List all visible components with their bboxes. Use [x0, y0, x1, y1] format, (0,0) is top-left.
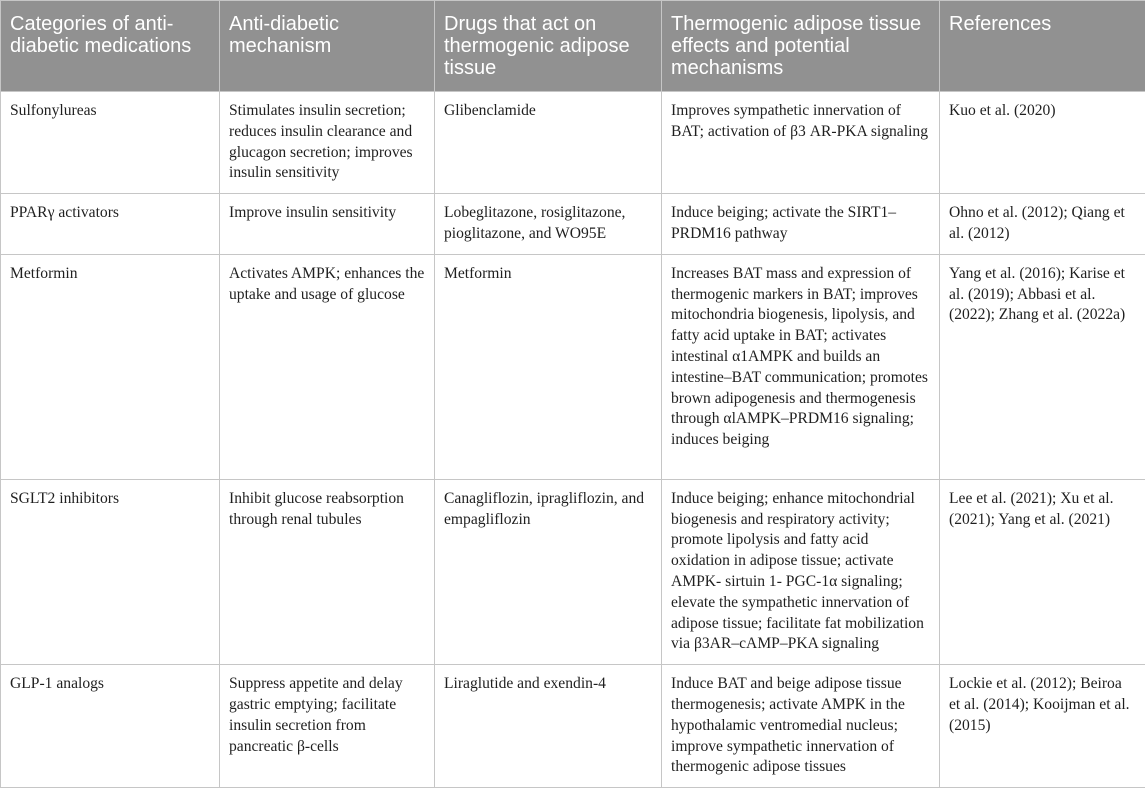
cell-category: Sulfonylureas	[1, 92, 220, 194]
cell-references: Kuo et al. (2020)	[940, 92, 1145, 194]
cell-references: Lockie et al. (2012); Beiroa et al. (2014); Kooijman et al. (2015)	[940, 665, 1145, 788]
header-references: References	[940, 1, 1145, 92]
header-mechanism: Anti-diabetic mechanism	[220, 1, 435, 92]
table-row	[1, 665, 1145, 788]
cell-category: Metformin	[1, 254, 220, 479]
cell-drugs: Canagliflozin, ipragliflozin, and empagliflozin	[435, 479, 662, 664]
cell-mechanism: Improve insulin sensitivity	[220, 194, 435, 255]
table-row	[1, 194, 1145, 255]
cell-mechanism: Suppress appetite and delay gastric emptying; facilitate insulin secretion from pancreatic β-cells	[220, 665, 435, 788]
cell-references: Lee et al. (2021); Xu et al. (2021); Yang et al. (2021)	[940, 479, 1145, 664]
table-row	[1, 254, 1145, 479]
table-row	[1, 92, 1145, 194]
cell-effects: Induce BAT and beige adipose tissue thermogenesis; activate AMPK in the hypothalamic ventromedial nucleus; improve sympathetic innervation of thermogenic adipose tissues	[662, 665, 940, 788]
cell-drugs: Glibenclamide	[435, 92, 662, 194]
cell-drugs: Lobeglitazone, rosiglitazone, pioglitazone, and WO95E	[435, 194, 662, 255]
header-effects: Thermogenic adipose tissue effects and potential mechanisms	[662, 1, 940, 92]
cell-mechanism: Activates AMPK; enhances the uptake and usage of glucose	[220, 254, 435, 479]
cell-category: GLP-1 analogs	[1, 665, 220, 788]
cell-effects: Improves sympathetic innervation of BAT; activation of β3 AR-PKA signaling	[662, 92, 940, 194]
cell-effects: Induce beiging; activate the SIRT1–PRDM16 pathway	[662, 194, 940, 255]
cell-drugs: Metformin	[435, 254, 662, 479]
cell-category: SGLT2 inhibitors	[1, 479, 220, 664]
cell-mechanism: Inhibit glucose reabsorption through renal tubules	[220, 479, 435, 664]
cell-effects: Increases BAT mass and expression of thermogenic markers in BAT; improves mitochondria biogenesis, lipolysis, and fatty acid uptake in BAT; activates intestinal α1AMPK and builds an intestine–BAT communication; promotes brown adipogenesis and thermogenesis through αlAMPK–PRDM16 signaling; induces beiging	[662, 254, 940, 479]
cell-category: PPARγ activators	[1, 194, 220, 255]
cell-mechanism: Stimulates insulin secretion; reduces insulin clearance and glucagon secretion; improves insulin sensitivity	[220, 92, 435, 194]
table-row	[1, 479, 1145, 664]
cell-effects: Induce beiging; enhance mitochondrial biogenesis and respiratory activity; promote lipolysis and fatty acid oxidation in adipose tissue; activate AMPK- sirtuin 1- PGC-1α signaling; elevate the sympathetic innervation of adipose tissue; facilitate fat mobilization via β3AR–cAMP–PKA signaling	[662, 479, 940, 664]
header-drugs: Drugs that act on thermogenic adipose tissue	[435, 1, 662, 92]
header-category: Categories of anti-diabetic medications	[1, 1, 220, 92]
cell-references: Yang et al. (2016); Karise et al. (2019); Abbasi et al. (2022); Zhang et al. (2022a)	[940, 254, 1145, 479]
cell-drugs: Liraglutide and exendin-4	[435, 665, 662, 788]
cell-references: Ohno et al. (2012); Qiang et al. (2012)	[940, 194, 1145, 255]
header-row	[1, 1, 1145, 92]
